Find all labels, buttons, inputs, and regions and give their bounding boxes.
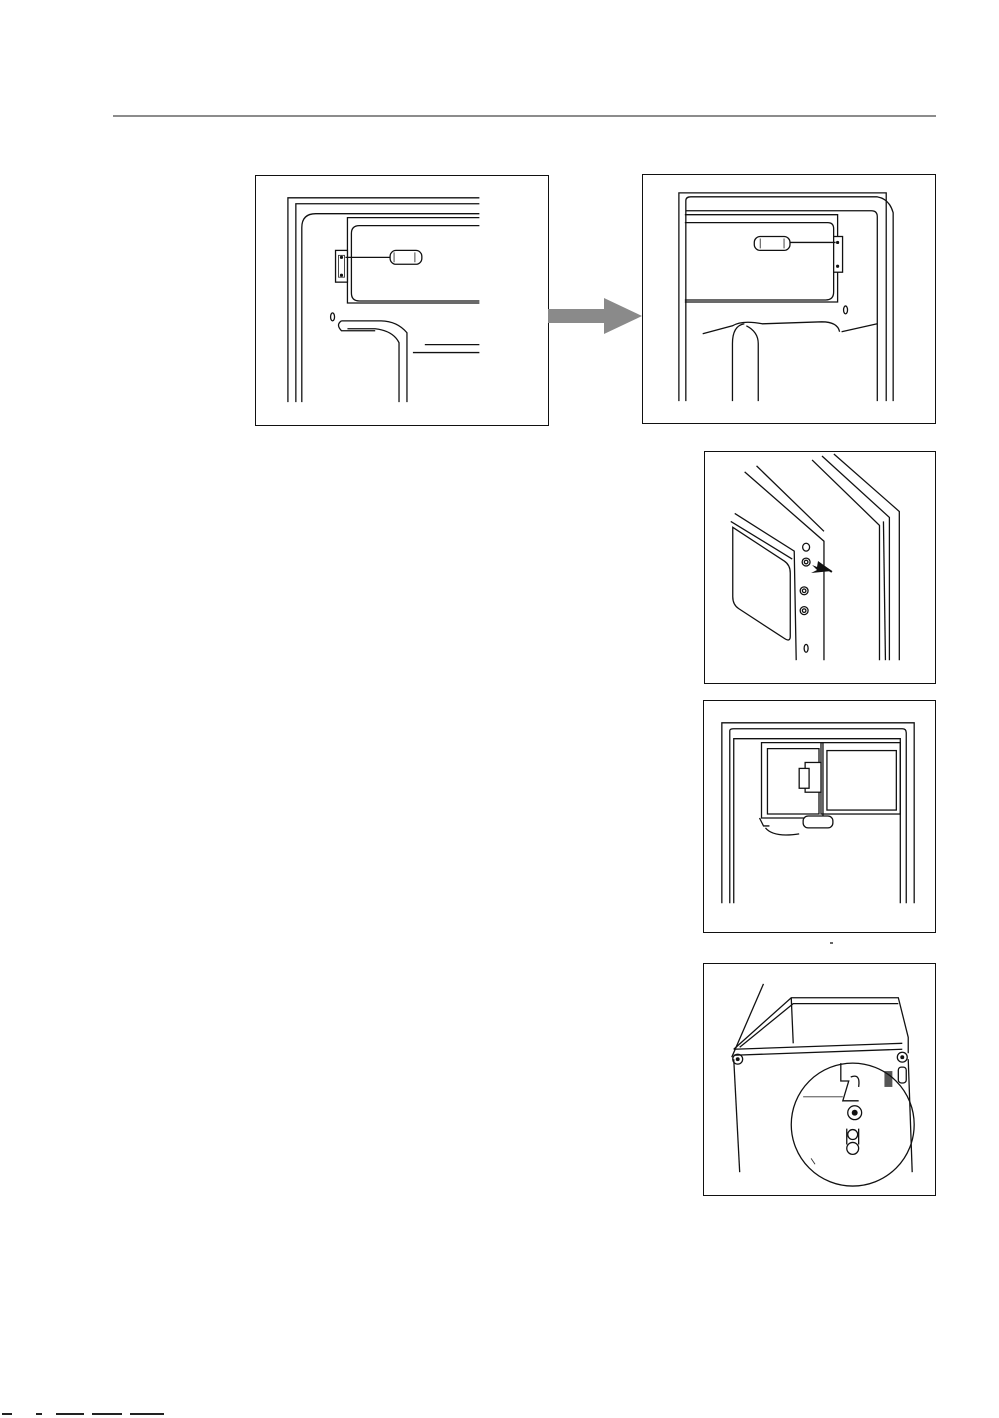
hinge-left-illustration (256, 176, 548, 425)
hinge-right-illustration (643, 175, 935, 423)
figure-bottom-hinge (703, 963, 936, 1196)
cabinet-holes-illustration (705, 452, 935, 683)
figure-hinge-left (255, 175, 549, 426)
figure-cabinet-holes (704, 451, 936, 684)
stray-mark (830, 942, 833, 944)
bottom-hinge-illustration (704, 964, 935, 1195)
figure-freezer-door (703, 700, 936, 933)
arrow-right-icon (548, 296, 642, 336)
header-rule (113, 115, 936, 117)
figure-hinge-right (642, 174, 936, 424)
freezer-door-illustration (704, 701, 935, 932)
footer-print-marks (0, 1409, 200, 1418)
